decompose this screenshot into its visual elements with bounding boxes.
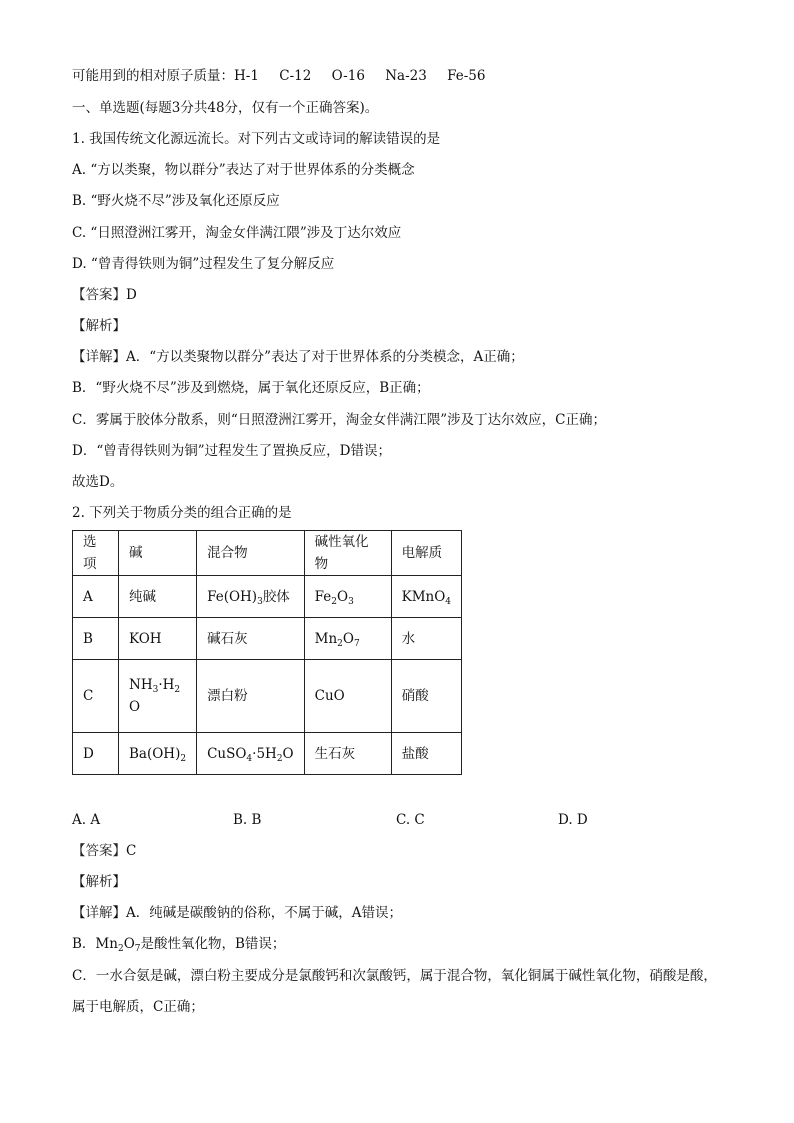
- table-cell: 碱石灰: [197, 618, 305, 660]
- q1-answer: [72, 286, 137, 304]
- q2-detail-line-1: 【详解】A．纯碱是碳酸钠的俗称，不属于碱，A错误；: [72, 905, 402, 921]
- classification-table: [72, 530, 462, 775]
- table-row: [73, 576, 462, 618]
- table-row: [73, 618, 462, 660]
- q1-option-b: B. “野火烧不尽”涉及氧化还原反应: [72, 193, 280, 209]
- q2-answer-value: C: [126, 843, 137, 859]
- q1-detail-line-4: D．“曾青得铁则为铜”过程发生了置换反应，D错误；: [72, 443, 391, 459]
- table-cell: C: [73, 660, 119, 733]
- q1-option-a: A. “方以类聚，物以群分”表达了对于世界体系的分类概念: [72, 162, 415, 178]
- mass-fe: Fe-56: [447, 68, 486, 84]
- q2-choice-b: B. B: [233, 812, 262, 828]
- q1-answer-value: D: [126, 287, 137, 303]
- atomic-masses-label: 可能用到的相对原子质量：: [72, 68, 234, 84]
- q1-detail-line-1: 【详解】A．“方以类聚物以群分”表达了对于世界体系的分类模念，A正确；: [72, 349, 524, 365]
- table-cell: CuO: [304, 660, 391, 733]
- table-cell: 漂白粉: [197, 660, 305, 733]
- table-row: [73, 733, 462, 775]
- q2-detail-line-4: 属于电解质，C正确；: [72, 999, 204, 1015]
- q2-choice-d: D. D: [558, 812, 588, 828]
- table-cell: D: [73, 733, 119, 775]
- table-cell: $Ba(OH)_2$: [119, 733, 197, 775]
- table-cell: B: [73, 618, 119, 660]
- table-header-cell: 选项: [73, 531, 119, 576]
- mass-na: Na-23: [385, 68, 427, 84]
- q2-detail-line-3: C．一水合氨是碱，漂白粉主要成分是氯酸钙和次氯酸钙，属于混合物，氧化铜属于碱性氧化物，硝酸是酸，: [72, 968, 717, 984]
- q2-choice-c: C. C: [396, 812, 425, 828]
- table-cell: $Fe_2O_3$: [304, 576, 391, 618]
- q2-choice-a: A. A: [72, 812, 101, 828]
- table-cell: KOH: [119, 618, 197, 660]
- table-cell: KMnO$_4$: [391, 576, 461, 618]
- q2-answer: [72, 842, 136, 860]
- q1-option-d: D. “曾青得铁则为铜”过程发生了复分解反应: [72, 256, 335, 272]
- table-cell: $CuSO_4\cdot 5H_2O$: [197, 733, 305, 775]
- q1-option-c: C. “日照澄洲江雾开，淘金女伴满江隈”涉及丁达尔效应: [72, 225, 402, 241]
- table-cell: $NH_3\cdot H_2$ O: [119, 660, 197, 733]
- table-cell: $Fe(OH)_3$胶体: [197, 576, 305, 618]
- q1-answer-label: 【答案】: [72, 287, 126, 303]
- table-cell: 硝酸: [391, 660, 461, 733]
- section-title: 一、单选题(每题3分共48分，仅有一个正确答案)。: [72, 100, 379, 116]
- table-cell: 盐酸: [391, 733, 461, 775]
- q1-detail-line-3: C．雾属于胶体分散系，则“日照澄洲江雾开，淘金女伴满江隈”涉及丁达尔效应，C正确；: [72, 412, 606, 428]
- mass-c: C-12: [279, 68, 312, 84]
- atomic-masses-line: [72, 67, 485, 85]
- mass-o: O-16: [331, 68, 365, 84]
- table-header-cell: 碱性氧化物: [304, 531, 391, 576]
- q1-analysis-label: 【解析】: [72, 318, 126, 334]
- table-header-cell: 电解质: [391, 531, 461, 576]
- table-header-row: [73, 531, 462, 576]
- q1-conclusion: 故选D。: [72, 474, 124, 490]
- q2-answer-label: 【答案】: [72, 843, 126, 859]
- table-cell: A: [73, 576, 119, 618]
- q2-detail-line-2: B．$Mn_2O_7$是酸性氧化物，B错误；: [72, 936, 286, 954]
- q2-stem: 2. 下列关于物质分类的组合正确的是: [72, 505, 292, 521]
- q2-analysis-label: 【解析】: [72, 874, 126, 890]
- q1-detail-line-2: B．“野火烧不尽”涉及到燃烧，属于氧化还原反应，B正确；: [72, 380, 430, 396]
- table-header-cell: 混合物: [197, 531, 305, 576]
- q1-stem: 1. 我国传统文化源远流长。对下列古文或诗词的解读错误的是: [72, 131, 441, 147]
- mass-h: H-1: [234, 68, 259, 84]
- table-cell: 纯碱: [119, 576, 197, 618]
- table-cell: 生石灰: [304, 733, 391, 775]
- table-cell: 水: [391, 618, 461, 660]
- table-header-cell: 碱: [119, 531, 197, 576]
- table-cell: $Mn_2O_7$: [304, 618, 391, 660]
- table-row: [73, 660, 462, 733]
